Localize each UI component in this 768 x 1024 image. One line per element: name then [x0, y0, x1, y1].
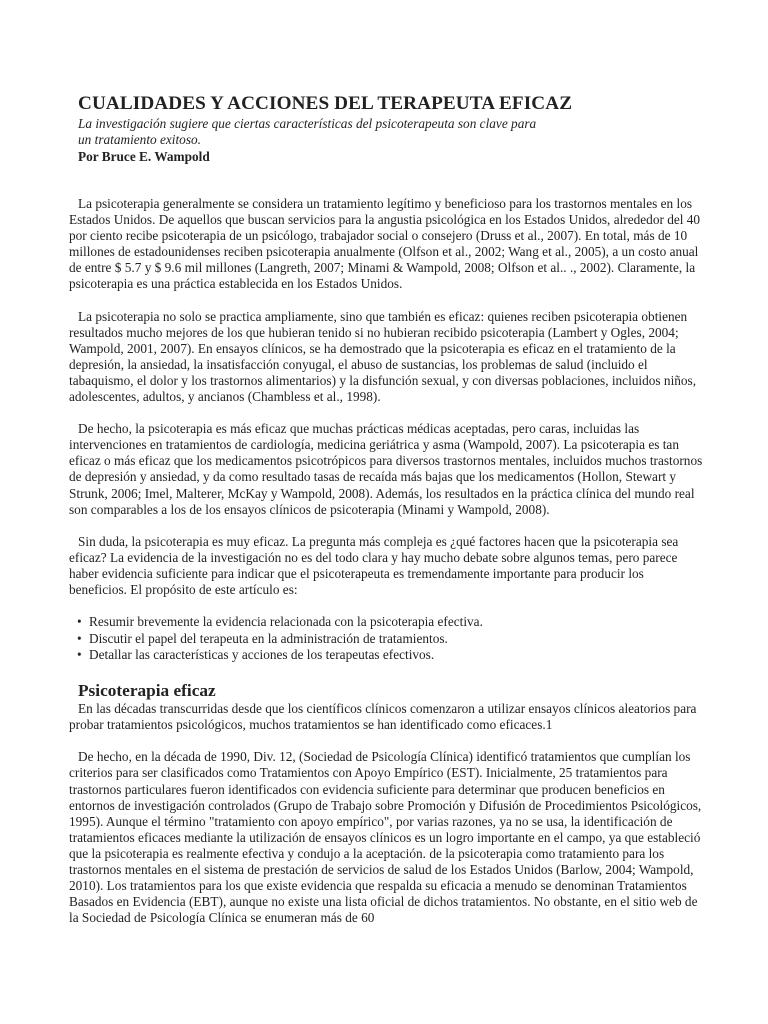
list-item: [77, 631, 705, 648]
body-paragraph: Sin duda, la psicoterapia es muy eficaz. La pregunta más compleja es ¿qué factores hacen que la psicoterapia sea eficaz? La evidencia de la investigación no es del todo clara y hay mucho debate sobre algunos temas, pero parece haber evidencia suficiente para indicar que el psicoterapeuta es tremendamente importante para producir los beneficios. El propósito de este artículo es:: [69, 533, 679, 597]
article: [69, 93, 705, 926]
section-paragraph: De hecho, en la década de 1990, Div. 12, (Sociedad de Psicología Clínica) identificó tratamientos que cumplían los criterios para ser clasificados como Tratamientos con Apoyo Empírico (EST). Inicialmente, 25 tratamientos para trastornos particulares fueron identificados con evidencia suficiente para determinar que producen beneficios en entornos de investigación controlados (Grupo de Trabajo sobre Promoción y Difusión de Procedimientos Psicológicos, 1995). Aunque el término "tratamiento con apoyo empírico", por varias razones, ya no se usa, la identificación de tratamientos eficaces mediante la utilización de ensayos clínicos es un logro importante en el campo, ya que estableció que la psicoterapia es realmente efectiva y condujo a la aceptación. de la psicoterapia como tratamiento para los trastornos mentales en el sistema de prestación de servicios de salud de los Estados Unidos (Barlow, 2004; Wampold, 2010). Los tratamientos para los que existe evidencia que respalda su eficacia a menudo se denominan Tratamientos Basados en Evidencia (EBT), aunque no existe una lista oficial de dichos tratamientos. No obstante, en el sitio web de la Sociedad de Psicología Clínica se enumeran más de 60: [69, 749, 702, 926]
list-item: [77, 614, 705, 631]
section-paragraph: En las décadas transcurridas desde que los científicos clínicos comenzaron a utilizar ensayos clínicos aleatorios para probar tratamientos psicológicos, muchos tratamientos se han identificado como eficaces.1: [69, 701, 697, 733]
list-item: [77, 647, 705, 664]
article-title: CUALIDADES Y ACCIONES DEL TERAPEUTA EFICAZ: [78, 93, 573, 114]
body-paragraph: La psicoterapia generalmente se considera un tratamiento legítimo y beneficioso para los trastornos mentales en los Estados Unidos. De aquellos que buscan servicios para la angustia psicológica en los Estados Unidos, alrededor del 40 por ciento recibe psicoterapia de un psicólogo, trabajador social o consejero (Druss et al., 2007). En total, más de 10 millones de estadounidenses reciben psicoterapia anualmente (Olfson et al., 2002; Wang et al., 2005), a un costo anual de entre $ 5.7 y $ 9.6 mil millones (Langreth, 2007; Minami & Wampold, 2008; Olfson et al.. ., 2002). Claramente, la psicoterapia es una práctica establecida en los Estados Unidos.: [69, 196, 701, 292]
bullet-icon: •: [77, 630, 82, 646]
body-paragraph: De hecho, la psicoterapia es más eficaz que muchas prácticas médicas aceptadas, pero caras, incluidas las intervenciones en tratamientos de cardiología, medicina geriátrica y asma (Wampold, 2007). La psicoterapia es tan eficaz o más eficaz que los medicamentos psicotrópicos para diversos trastornos mentales, incluidos muchos trastornos de depresión y ansiedad, y da como resultado tasas de recaída más bajas que los medicamentos (Hollon, Stewart y Strunk, 2006; Imel, Malterer, McKay y Wampold, 2008). Además, los resultados en la práctica clínica del mundo real son comparables a los de los ensayos clínicos de psicoterapia (Minami y Wampold, 2008).: [69, 421, 703, 517]
list-item-text: Detallar las características y acciones de los terapeutas efectivos.: [89, 647, 435, 663]
list-item-text: Discutir el papel del terapeuta en la administración de tratamientos.: [89, 630, 448, 646]
bullet-icon: •: [77, 614, 82, 630]
section-heading: Psicoterapia eficaz: [78, 681, 216, 701]
bullet-icon: •: [77, 647, 82, 663]
body-paragraph: La psicoterapia no solo se practica ampliamente, sino que también es eficaz: quienes reciben psicoterapia obtienen resultados mucho mejores de los que hubieran tenido si no hubieran recibido psicoterapia (Lambert y Ogles, 2004; Wampold, 2001, 2007). En ensayos clínicos, se ha demostrado que la psicoterapia es eficaz en el tratamiento de la depresión, la ansiedad, la insatisfacción conyugal, el abuso de sustancias, los problemas de salud (incluido el tabaquismo, el dolor y los trastornos alimentarios) y la disfunción sexual, y con diversas poblaciones, incluidos niños, adolescentes, adultos, y ancianos (Chambless et al., 1998).: [69, 308, 697, 405]
article-byline: Por Bruce E. Wampold: [78, 149, 210, 164]
list-item-text: Resumir brevemente la evidencia relacionada con la psicoterapia efectiva.: [89, 614, 483, 630]
article-subtitle: La investigación sugiere que ciertas características del psicoterapeuta son clave para un tratamiento exitoso.: [78, 116, 537, 147]
purpose-list: [77, 614, 705, 664]
